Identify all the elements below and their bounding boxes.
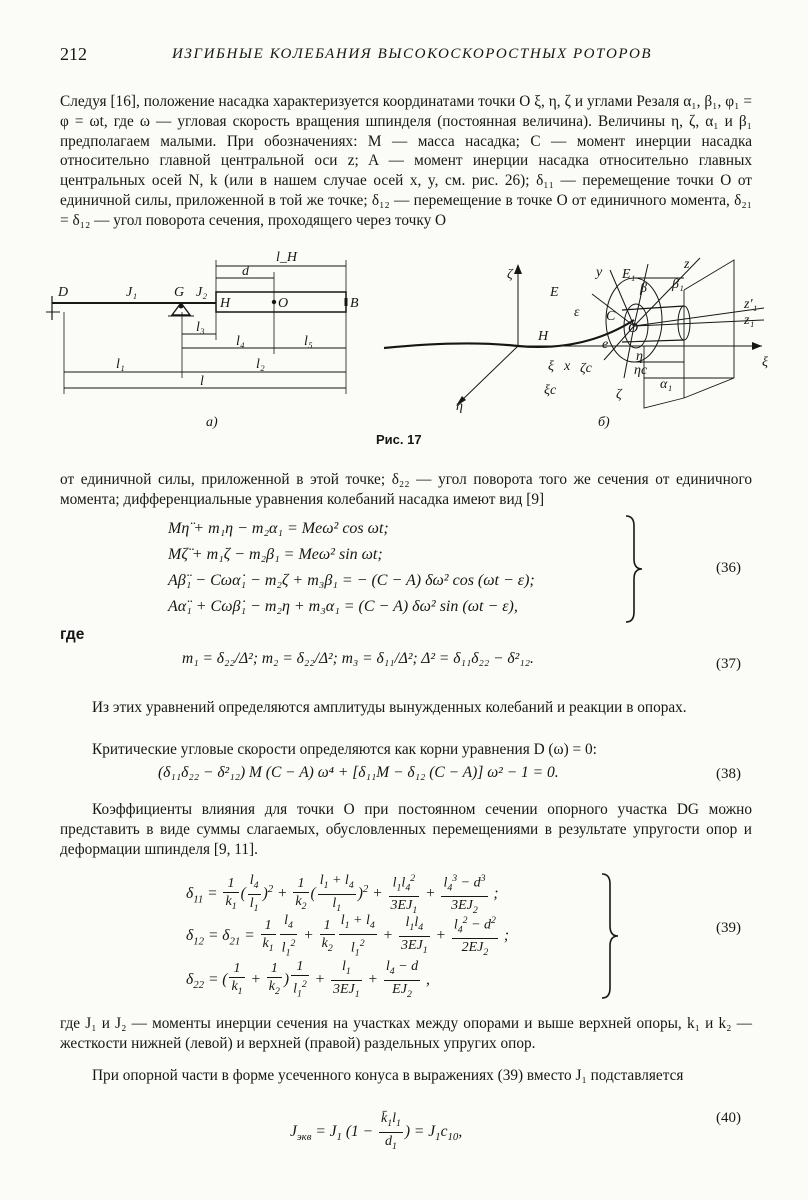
fig-label-y: y — [596, 265, 603, 280]
fig-label-epsilon: ε — [574, 305, 580, 320]
equation-36-brace — [624, 514, 644, 624]
fig-label-G: G — [174, 285, 185, 300]
paragraph-2: от единичной силы, приложенной в этой точке; δ₂₂ — угол поворота того же сечения от единичного момента; дифференциальные уравнения колебаний насадка имеют вид [9] — [60, 471, 752, 508]
paragraph-3: Из этих уравнений определяются амплитуды вынужденных колебаний и реакции в опорах. — [92, 699, 687, 716]
fig-label-H-b: H — [538, 329, 549, 344]
fig-label-l5: l₅ — [304, 334, 313, 349]
fig-label-l1: l₁ — [116, 357, 125, 372]
fig-label-sub-b: б) — [598, 415, 610, 430]
equation-39-brace — [600, 872, 620, 1000]
paragraph-5: Коэффициенты влияния для точки O при постоянном сечении опорного участка DG можно представить в виде суммы слагаемых, обусловленных перемещениями в результате упругости опор и деформации шпинделя [9, 11]. — [60, 801, 752, 858]
equation-37: m₁ = δ₂₂/Δ²; m₂ = δ₂₂/Δ²; m₃ = δ₁₁/Δ²; Δ² = δ₁₁δ₂₂ − δ²₁₂. — [182, 650, 534, 667]
figure-17b-rotor-coordinates — [384, 257, 768, 430]
equation-36-line-2: Mζ̈ + m₁ζ − m₂β₁ = Meω² sin ωt; — [168, 546, 383, 563]
equation-40: $J_{экв} = J_1$ (1 − $\frac{k̄_1l_1}{d_1}$ ) = $J_1c_{10}$, — [290, 1111, 463, 1152]
fig-label-xi-c: ξc — [544, 383, 557, 398]
equation-36-line-4: Aα̈₁ + Cωβ̇₁ − m₂η + m₃α₁ = (C − A) δω² sin (ωt − ε), — [168, 598, 518, 615]
fig-label-lH: l_H — [276, 250, 297, 265]
fig-label-eta-axis: η — [456, 399, 463, 414]
fig-label-E1: E₁ — [622, 267, 636, 282]
fig-label-D: D — [58, 285, 69, 300]
fig-label-e: e — [602, 337, 609, 352]
fig-label-zeta: ζ — [507, 267, 513, 282]
fig-label-O: O — [278, 296, 289, 311]
fig-label-zeta-c: ζc — [580, 361, 592, 376]
equation-36-line-3: Aβ̈₁ − Cωα̇₁ − m₂ζ + m₃β₁ = − (C − A) δω² cos (ωt − ε); — [168, 572, 535, 589]
running-title: ИЗГИБНЫЕ КОЛЕБАНИЯ ВЫСОКОСКОРОСТНЫХ РОТОРОВ — [172, 46, 653, 62]
fig-label-beta: β — [640, 281, 647, 296]
equation-40-number: (40) — [716, 1110, 741, 1126]
figure-17 — [44, 248, 774, 430]
page-number: 212 — [60, 44, 87, 64]
equation-39-number: (39) — [716, 920, 741, 936]
fig-label-d: d — [242, 264, 249, 279]
equation-36 — [168, 516, 535, 620]
equation-38: (δ₁₁δ₂₂ − δ²₁₂) M (C − A) ω⁴ + [δ₁₁M − δ₁₂ (C − A)] ω² − 1 = 0. — [158, 764, 559, 781]
fig-label-sub-a: а) — [206, 415, 218, 430]
fig-label-z1: z₁ — [744, 313, 755, 328]
paragraph-4: Критические угловые скорости определяются как корни уравнения D (ω) = 0: — [92, 741, 597, 758]
fig-label-C: C — [606, 309, 616, 324]
paragraph-6: где J₁ и J₂ — моменты инерции сечения на участках между опорами и выше верхней опоры, k₁ и k₂ — жесткости нижней (левой) и верхней (правой) раздельных упругих опор. — [60, 1015, 752, 1052]
paragraph-7: При опорной части в форме усеченного конуса в выражениях (39) вместо J₁ подставляется — [92, 1067, 684, 1084]
running-header — [60, 44, 750, 68]
fig-label-beta1: β₁ — [672, 277, 684, 292]
fig-label-z1-prime: z'₁ — [744, 297, 758, 312]
equation-36-number: (36) — [716, 560, 741, 576]
fig-label-O-b: O — [628, 321, 639, 336]
fig-label-B: B — [350, 296, 359, 311]
fig-label-xi-axis: ξ — [762, 355, 768, 370]
equation-39-line-2: $\delta_{12} = \delta_{21}$ = $\frac{1}{k_1}$ $\frac{l_4}{l_1^2}$ + $\frac{1}{k_2}$ $\frac{l_1 + l_4}{l_1^2}$ + $\frac{l_1l_4}{3EJ_1}$ + $\frac{l_4^2 - d^2}{2EJ_2}$ ; — [186, 913, 509, 959]
fig-label-E: E — [550, 285, 559, 300]
fig-label-J2: J₂ — [196, 285, 208, 300]
equation-37-number: (37) — [716, 656, 741, 672]
equation-39-line-3: $\delta_{22}$ = ( $\frac{1}{k_1}$ + $\frac{1}{k_2}$ ) $\frac{1}{l_1^2}$ + $\frac{l_1}{3EJ_1}$ + $\frac{l_4 - d}{EJ_2}$ , — [186, 959, 430, 1000]
fig-label-l4: l₄ — [236, 334, 245, 349]
fig-label-eta: η — [636, 349, 643, 364]
fig-label-H: H — [220, 296, 231, 311]
equation-38-number: (38) — [716, 766, 741, 782]
fig-label-xi: ξ — [548, 359, 554, 374]
fig-label-zeta-bottom: ζ — [616, 387, 622, 402]
fig-label-l2: l₂ — [256, 357, 265, 372]
where-label: где — [60, 626, 85, 643]
fig-label-l: l — [200, 374, 204, 389]
fig-label-eta-c: ηc — [634, 363, 648, 378]
fig-label-l3: l₃ — [196, 320, 205, 335]
equation-36-line-1: Mη̈ + m₁η − m₂α₁ = Meω² cos ωt; — [168, 520, 389, 537]
fig-label-z: z — [684, 257, 690, 272]
equation-39-line-1: $\delta_{11}$ = $\frac{1}{k_1}$ ( $\frac{l_4}{l_1}$ )$^2$ + $\frac{1}{k_2}$ ( $\frac{l_1 + l_4}{l_1}$ )$^2$ + $\frac{l_1l_4^2}{3EJ_1}$ + $\frac{l_4^3 - d^3}{3EJ_2}$ ; — [186, 870, 499, 919]
fig-label-alpha1: α₁ — [660, 377, 673, 392]
fig-label-J1: J₁ — [126, 285, 138, 300]
fig-label-x: x — [564, 359, 571, 374]
figure-caption: Рис. 17 — [376, 432, 422, 447]
paragraph-1: Следуя [16], положение насадка характеризуется координатами точки O ξ, η, ζ и углами Резаля α₁, β₁, φ₁ = φ = ωt, где ω — угловая скорость вращения шпинделя (постоянная величина). Величины η, ζ, α₁ и β₁ предполагаем малыми. При обозначениях: M — масса насадка; C — момент инерции насадка относительно главной центральной оси z; A — момент инерции насадка относительно главных центральных осей N, k (или в нашем случае осей x, y, см. рис. 26); δ₁₁ — перемещение точки O от единичной силы, приложенной в той же точке; δ₁₂ — перемещение в точке O от единичного момента, δ₂₁ = δ₁₂ — угол поворота сечения, проходящего через точку O — [60, 93, 752, 229]
figure-17a-shaft-scheme — [46, 250, 359, 430]
